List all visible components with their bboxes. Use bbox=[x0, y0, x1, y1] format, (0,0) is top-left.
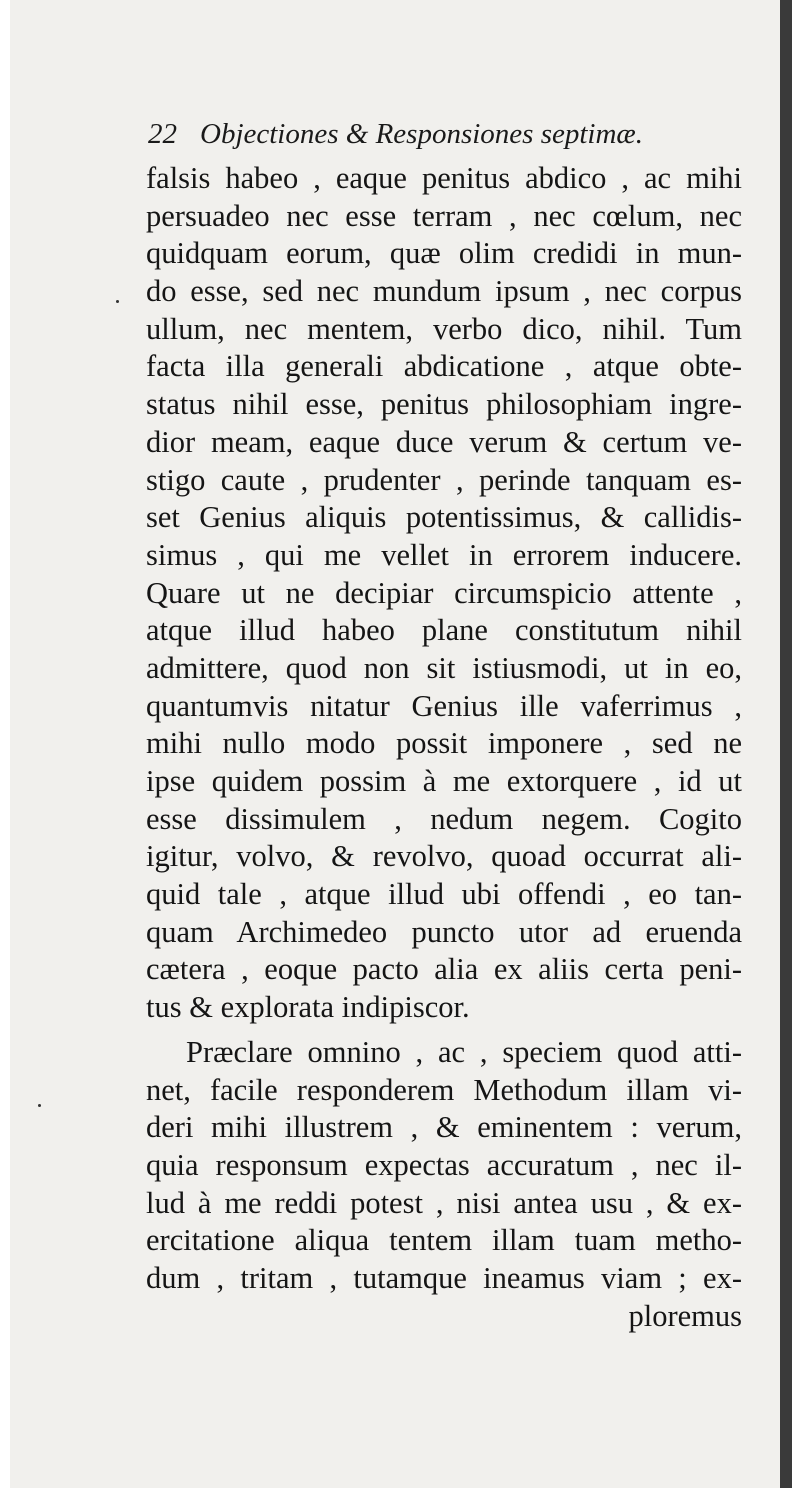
text-line: ullum, nec mentem, verbo dico, nihil. Tum bbox=[146, 311, 742, 346]
text-line: net, facile responderem Methodum illam vi- bbox=[146, 1072, 742, 1107]
text-line: esse dissimulem , nedum negem. Cogito bbox=[146, 801, 742, 836]
page-gutter-shadow bbox=[780, 0, 792, 1488]
text-line: quid tale , atque illud ubi offendi , eo tan- bbox=[146, 877, 742, 912]
running-title: Objectiones & Responsiones septimæ. bbox=[200, 118, 644, 150]
text-line: quidquam eorum, quæ olim credidi in mun- bbox=[146, 236, 742, 271]
body-text bbox=[146, 160, 742, 1335]
text-line: quantumvis nitatur Genius ille vaferrimus , bbox=[146, 688, 742, 723]
text-line: ipse quidem possim à me extorquere , id ut bbox=[146, 764, 742, 798]
text-line: igitur, volvo, & revolvo, quoad occurrat ali- bbox=[146, 839, 742, 874]
text-line: falsis habeo , eaque penitus abdico , ac mihi bbox=[146, 161, 742, 195]
text-line: quia responsum expectas accuratum , nec il- bbox=[146, 1147, 742, 1182]
text-line: dior meam, eaque duce verum & certum ve- bbox=[146, 424, 742, 459]
page-header bbox=[148, 116, 748, 152]
text-line: simus , qui me vellet in errorem inducere. bbox=[146, 537, 742, 572]
text-line: lud à me reddi potest , nisi antea usu , & ex- bbox=[146, 1185, 742, 1220]
catchword: ploremus bbox=[628, 1298, 742, 1333]
text-line: facta illa generali abdicatione , atque obte- bbox=[146, 349, 742, 384]
text-line: ercitatione aliqua tentem illam tuam metho- bbox=[146, 1223, 742, 1258]
text-line: atque illud habeo plane constitutum nihil bbox=[146, 613, 742, 648]
page-left-margin bbox=[0, 0, 10, 1488]
text-line: do esse, sed nec mundum ipsum , nec corpus bbox=[146, 274, 742, 309]
text-line: dum , tritam , tutamque ineamus viam ; ex- bbox=[146, 1260, 742, 1295]
text-line: cætera , eoque pacto alia ex aliis certa peni- bbox=[146, 952, 742, 987]
text-line: quam Archimedeo puncto utor ad eruenda bbox=[146, 914, 742, 949]
page-number: 22 bbox=[148, 118, 177, 150]
text-line: persuadeo nec esse terram , nec cœlum, nec bbox=[146, 198, 742, 233]
text-line: status nihil esse, penitus philosophiam ingre- bbox=[146, 387, 742, 422]
text-line: mihi nullo modo possit imponere , sed ne bbox=[146, 726, 742, 761]
text-line: set Genius aliquis potentissimus, & callidis- bbox=[146, 500, 742, 535]
ink-speck bbox=[116, 300, 119, 303]
ink-speck bbox=[38, 1104, 41, 1107]
text-line: stigo caute , prudenter , perinde tanquam es- bbox=[146, 462, 742, 497]
text-line: Quare ut ne decipiar circumspicio attente , bbox=[146, 575, 742, 610]
text-line: Præclare omnino , ac , speciem quod atti- bbox=[186, 1034, 742, 1069]
text-line: admittere, quod non sit istiusmodi, ut in eo, bbox=[146, 650, 742, 685]
text-line: deri mihi illustrem , & eminentem : verum, bbox=[146, 1110, 742, 1145]
text-line: tus & explorata indipiscor. bbox=[146, 990, 470, 1025]
